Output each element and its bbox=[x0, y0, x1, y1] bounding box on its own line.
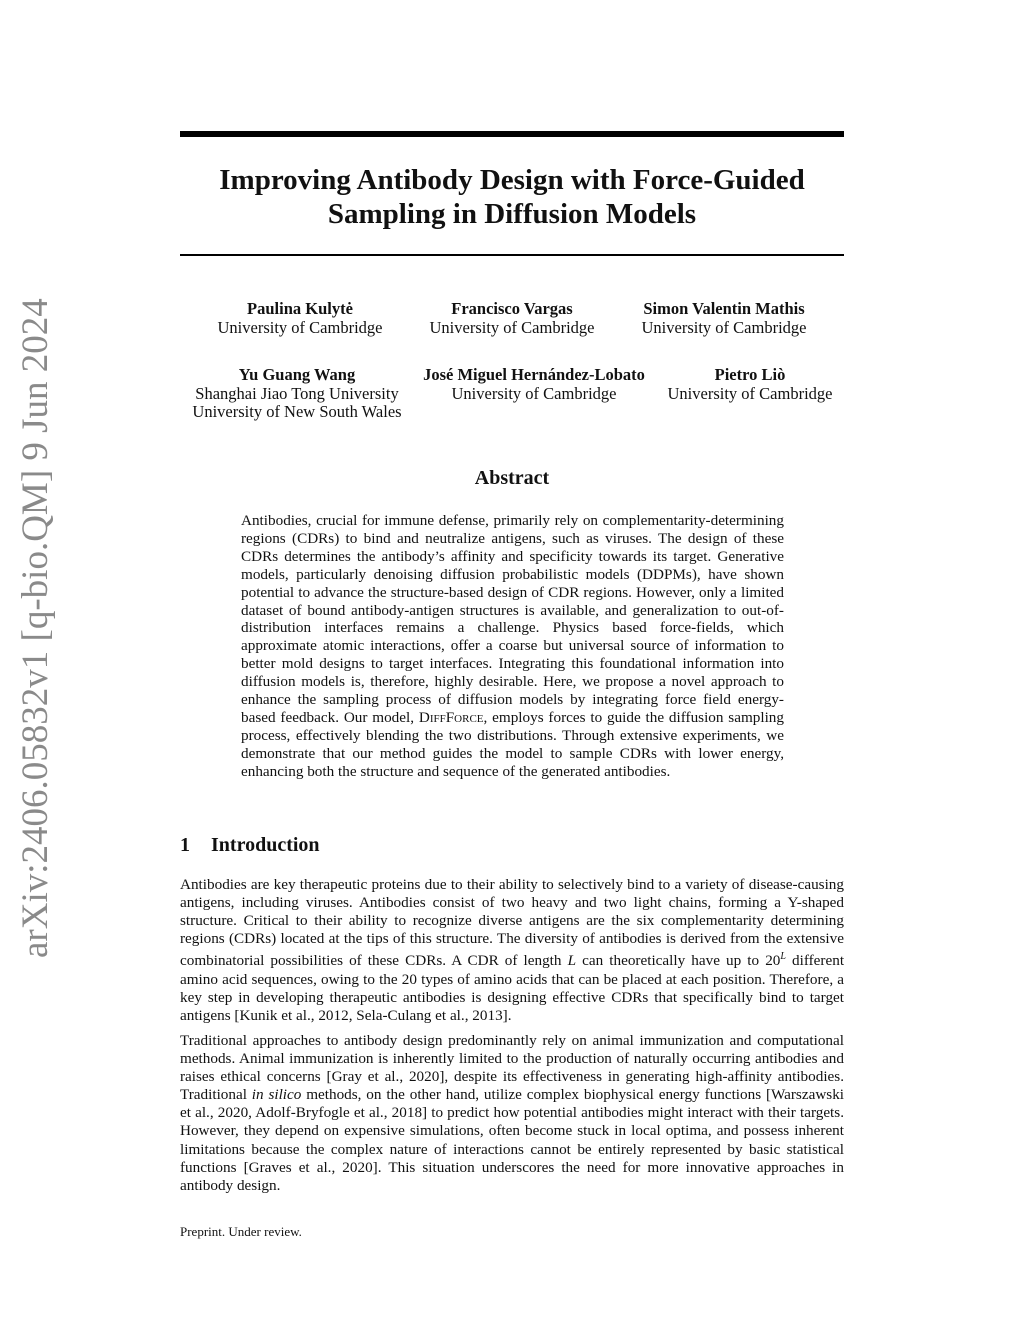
intro-paragraph-2 bbox=[180, 1032, 844, 1195]
paragraph-text: different amino acid sequences, owing to the 20 types of amino acids that can be placed at each position. Therefore, a key step in developing therapeutic antibodies is designing effective CDRs that specifically bind to target antigens [Kunik et al., 2012, Sela-Culang et al., 2013]. bbox=[180, 952, 845, 1024]
paragraph-text: Traditional approaches to antibody design predominantly rely on animal immunization and computational methods. Animal immunization is inherently limited to the production of naturally occurring antibodies and raises ethical concerns [Gray et al., 2020], despite its effectiveness in generating high-affinity antibodies. Traditional bbox=[180, 1032, 844, 1104]
author-affiliation: University of Cambridge bbox=[641, 317, 807, 337]
math-base: 20 bbox=[765, 952, 781, 970]
author-block bbox=[187, 366, 407, 422]
author-name: Yu Guang Wang bbox=[238, 365, 356, 384]
title-line-1: Improving Antibody Design with Force-Guided bbox=[219, 164, 805, 196]
author-affiliation-secondary: University of New South Wales bbox=[192, 402, 402, 421]
author-affiliation: University of Cambridge bbox=[217, 317, 383, 337]
title-line-2: Sampling in Diffusion Models bbox=[327, 198, 697, 230]
author-name: José Miguel Hernández-Lobato bbox=[423, 365, 645, 384]
title-rule-top bbox=[180, 131, 844, 137]
author-block bbox=[414, 366, 654, 403]
section-title: Introduction bbox=[211, 834, 320, 856]
abstract-heading: Abstract bbox=[474, 467, 550, 489]
author-name: Paulina Kulytė bbox=[247, 299, 353, 318]
math-exponent: L bbox=[780, 951, 786, 963]
arxiv-identifier-stamp: arXiv:2406.05832v1 [q-bio.QM] 9 Jun 2024 bbox=[15, 298, 56, 958]
author-name: Francisco Vargas bbox=[451, 299, 573, 318]
author-affiliation: University of Cambridge bbox=[667, 383, 833, 403]
section-heading bbox=[180, 834, 320, 857]
math-expression bbox=[765, 952, 786, 969]
author-block bbox=[412, 300, 612, 337]
author-name: Simon Valentin Mathis bbox=[643, 299, 805, 318]
author-block bbox=[200, 300, 400, 337]
section-number: 1 bbox=[180, 834, 190, 856]
paragraph-text: methods, on the other hand, utilize complex biophysical energy functions [Warszawski et al., 2020, Adolf-Bryfogle et al., 2018] to predict how potential antibodies might interact with their targets. However, they depend on expensive simulations, often become stuck in local optima, and possess inherent limitations because the complex nature of interactions cannot be entirely represented by basic statistical functions [Graves et al., 2020]. This situation underscores the need for more innovative approaches in antibody design. bbox=[180, 1086, 845, 1194]
author-affiliation: University of Cambridge bbox=[451, 383, 617, 403]
model-name: DiffForce bbox=[418, 708, 484, 726]
author-block bbox=[650, 366, 850, 403]
abstract-text-part: , employs forces to guide the diffusion sampling process, effectively blending the two distributions. Through extensive experiments, we demonstrate that our method guides the model to sample CDRs with lower energy, enhancing both the structure and sequence of the generated antibodies. bbox=[241, 708, 784, 780]
abstract-text-part: Antibodies, crucial for immune defense, primarily rely on complementarity-determining regions (CDRs) to bind and neutralize antigens, such as viruses. The design of these CDRs determines the antibody’s affinity and specificity towards its target. Generative models, particularly denoising diffusion probabilistic models (DDPMs), have shown potential to advance the structure-based design of CDR regions. However, only a limited dataset of bound antibody-antigen structures is available, and generalization to out-of-distribution interfaces remains a challenge. Physics based force-fields, which approximate atomic interactions, offer a coarse but universal source of information to better mold designs to target interfaces. Integrating this foundational information into diffusion models is, therefore, highly desirable. Here, we propose a novel approach to enhance the sampling process of diffusion models by integrating force field energy-based feedback. Our model, bbox=[241, 512, 784, 726]
italic-term: in silico bbox=[251, 1086, 302, 1104]
abstract-text bbox=[241, 512, 784, 781]
author-affiliation: University of Cambridge bbox=[429, 317, 595, 337]
intro-paragraph-1 bbox=[180, 876, 844, 1025]
math-variable: L bbox=[567, 952, 577, 970]
preprint-footer: Preprint. Under review. bbox=[180, 1224, 302, 1239]
title-rule-bottom bbox=[180, 254, 844, 256]
author-name: Pietro Liò bbox=[714, 365, 786, 384]
paragraph-text: can theoretically have up to bbox=[582, 952, 760, 970]
author-block bbox=[624, 300, 824, 337]
paper-title bbox=[180, 163, 844, 231]
author-affiliation: Shanghai Jiao Tong University bbox=[195, 383, 399, 403]
paragraph-text: Antibodies are key therapeutic proteins due to their ability to selectively bind to a variety of disease-causing antigens, including viruses. Antibodies consist of two heavy and two light chains, forming a Y-shaped structure. Critical to their ability to recognize diverse antigens are the six complementarity determining regions (CDRs) located at the tips of this structure. The diversity of antibodies is derived from the extensive combinatorial possibilities of these CDRs. A CDR of length bbox=[180, 876, 844, 970]
